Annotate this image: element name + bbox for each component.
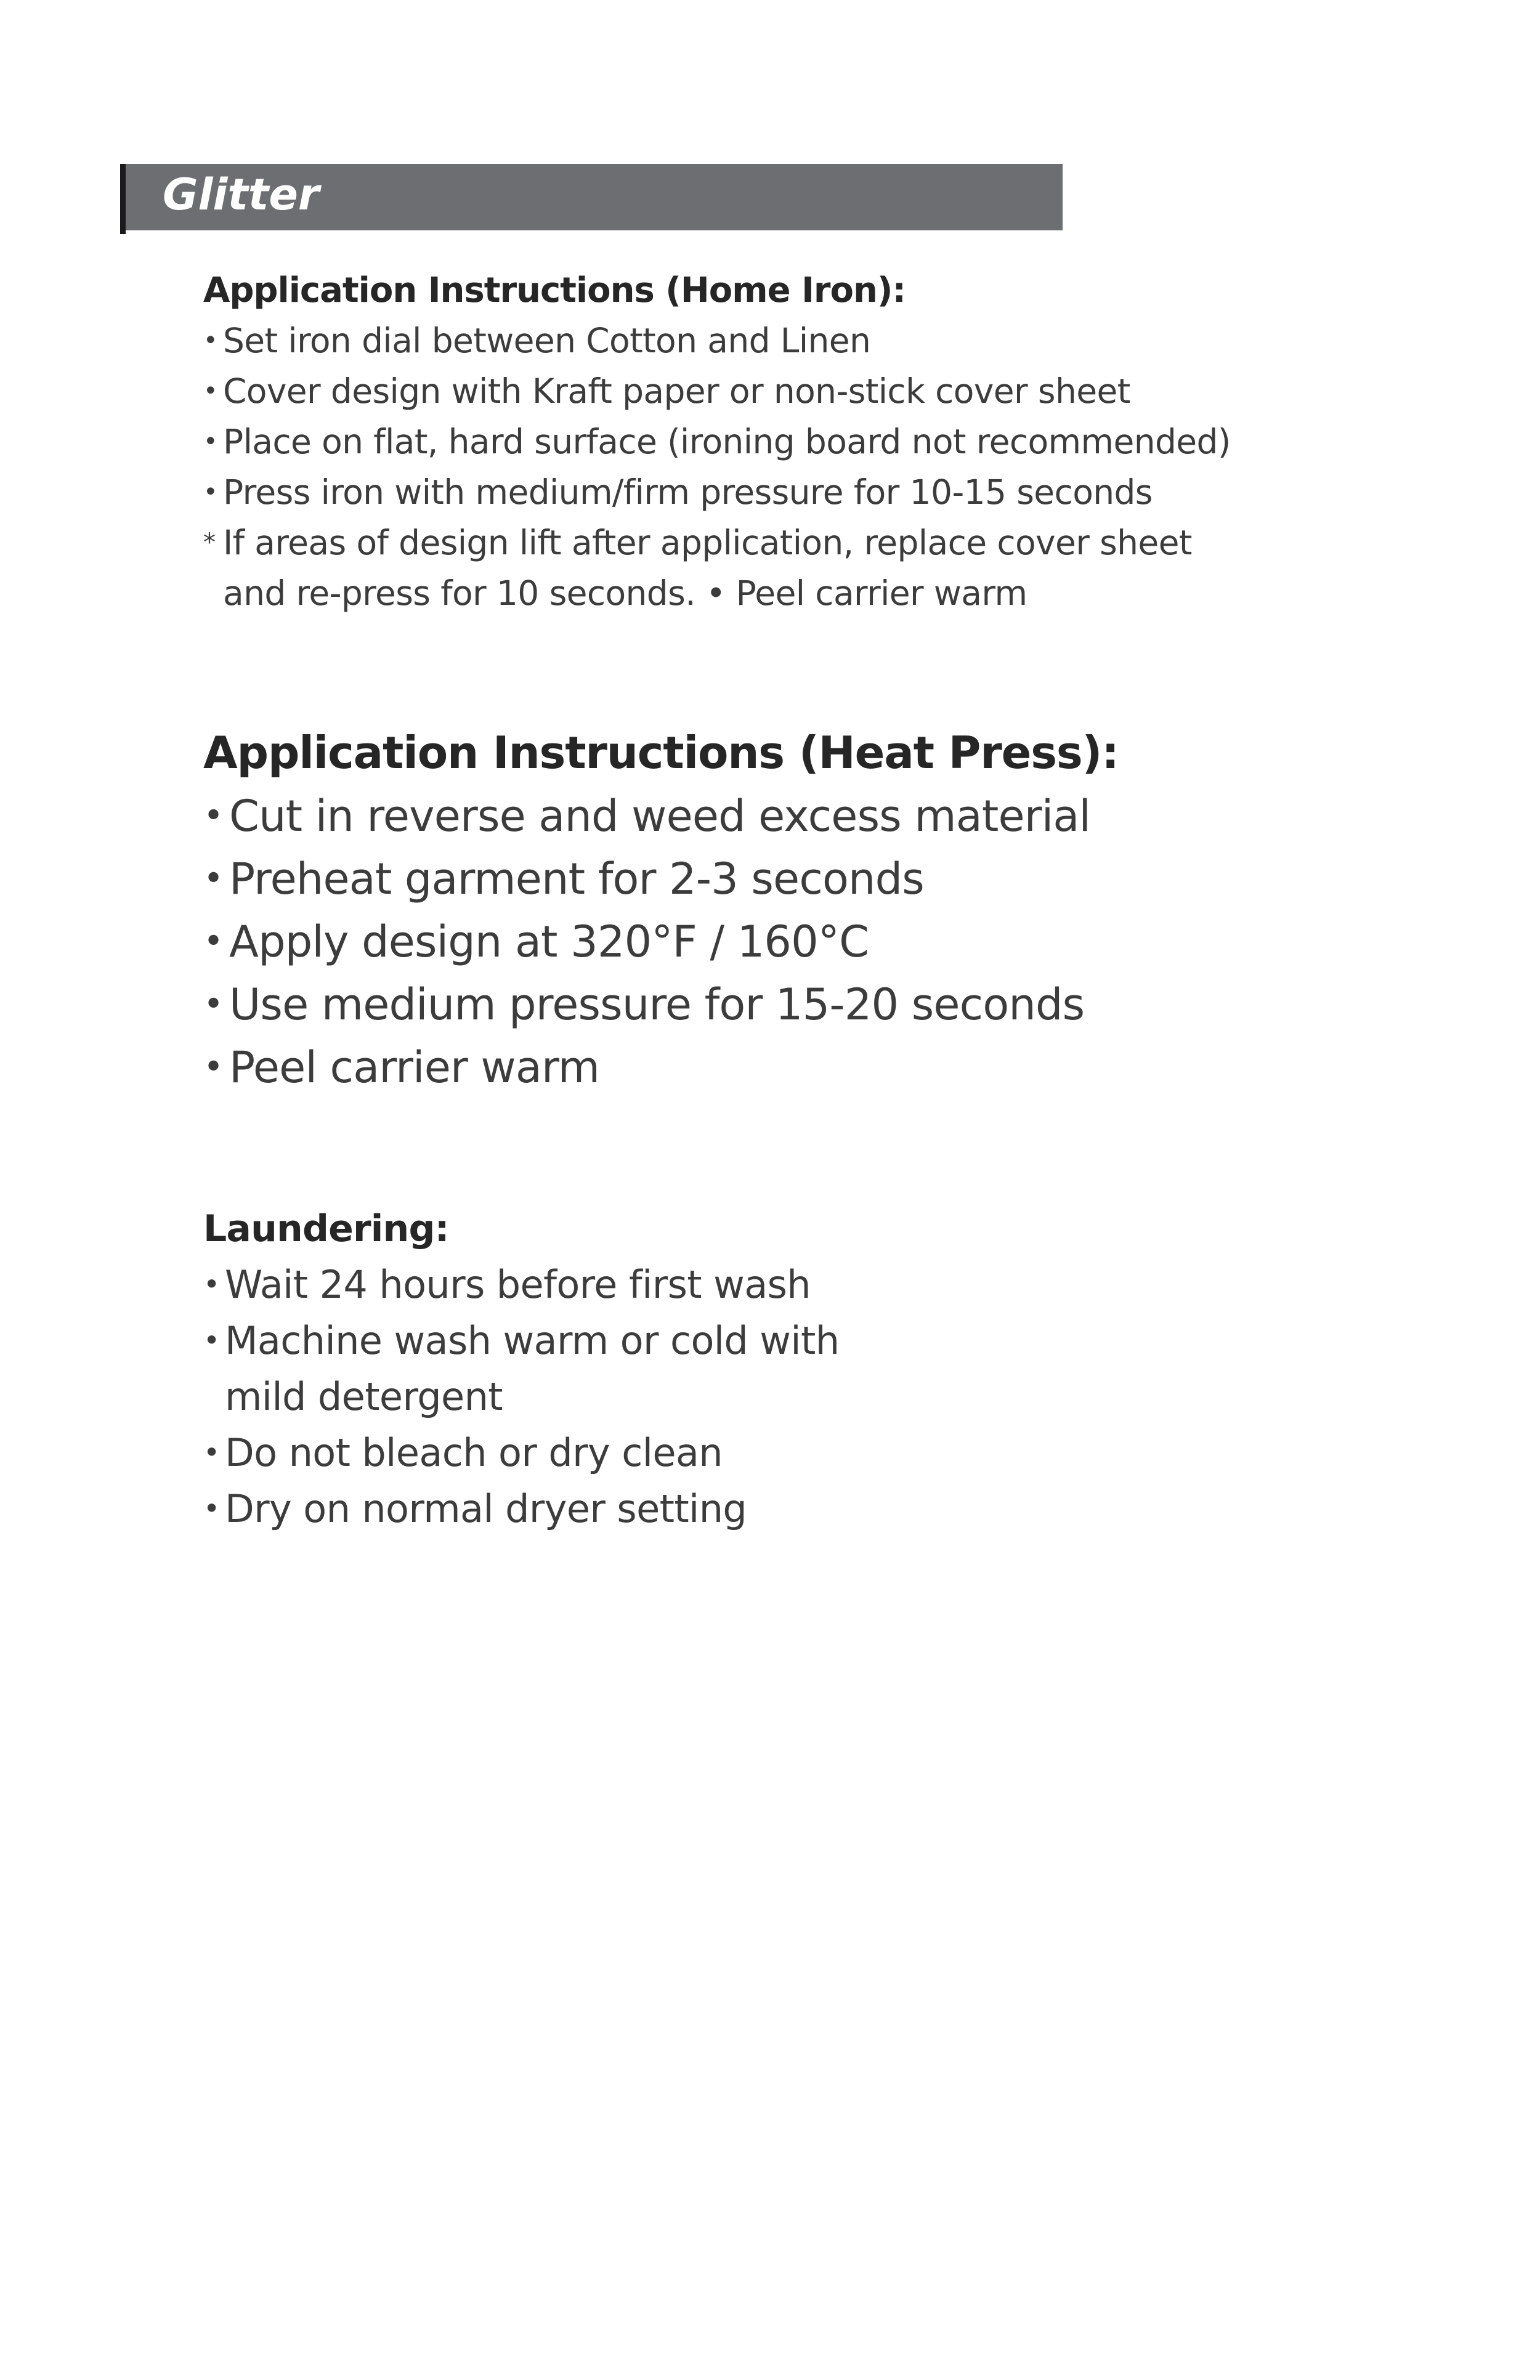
bullet-icon: • xyxy=(203,1436,220,1469)
list-item xyxy=(203,366,1231,416)
list-item xyxy=(203,568,1231,618)
list-item xyxy=(203,416,1231,467)
heat-press-section xyxy=(203,721,1119,1099)
list-item xyxy=(203,785,1119,848)
list-item-text: Place on flat, hard surface (ironing board not recommended) xyxy=(223,422,1231,461)
list-item xyxy=(203,848,1119,910)
bullet-icon: • xyxy=(203,427,217,456)
list-item-text: Wait 24 hours before first wash xyxy=(225,1262,811,1307)
list-item xyxy=(203,1257,839,1313)
list-item xyxy=(203,910,1119,973)
list-item-text: Peel carrier warm xyxy=(229,1042,600,1093)
heat-press-list xyxy=(203,785,1119,1099)
list-item-text: Press iron with medium/firm pressure for 10-15 seconds xyxy=(223,472,1153,512)
list-item-text: Use medium pressure for 15-20 seconds xyxy=(229,979,1085,1030)
list-item-text: and re-press for 10 seconds. • Peel carrier warm xyxy=(223,573,1027,613)
laundering-section xyxy=(203,1201,839,1537)
header-accent-edge xyxy=(120,164,126,234)
laundering-heading: Laundering: xyxy=(203,1207,449,1250)
list-item-text: Dry on normal dryer setting xyxy=(225,1486,747,1531)
heat-press-heading: Application Instructions (Heat Press): xyxy=(203,727,1119,779)
list-item-text: Apply design at 320°F / 160°C xyxy=(229,917,869,967)
bullet-icon: • xyxy=(203,1492,220,1525)
bullet-icon: • xyxy=(203,1268,220,1301)
bullet-icon: • xyxy=(203,859,224,899)
bullet-icon: • xyxy=(203,326,217,355)
list-item xyxy=(203,1425,839,1481)
list-item xyxy=(203,467,1231,517)
home-iron-section xyxy=(203,266,1231,618)
bullet-icon: • xyxy=(203,984,224,1024)
list-item xyxy=(203,517,1231,568)
laundering-list xyxy=(203,1257,839,1537)
list-item-text: Set iron dial between Cotton and Linen xyxy=(223,321,871,360)
list-item-text: Preheat garment for 2-3 seconds xyxy=(229,854,924,904)
list-item xyxy=(203,1481,839,1537)
bullet-icon: • xyxy=(203,1047,224,1087)
home-iron-heading: Application Instructions (Home Iron): xyxy=(203,270,906,310)
list-item-text: mild detergent xyxy=(225,1374,503,1419)
home-iron-list xyxy=(203,315,1231,618)
list-item xyxy=(203,1036,1119,1099)
bullet-icon: • xyxy=(203,478,217,506)
list-item xyxy=(203,1313,839,1369)
page-title: Glitter xyxy=(163,169,320,220)
bullet-icon: • xyxy=(203,377,217,405)
list-item xyxy=(203,973,1119,1036)
list-item-text: Do not bleach or dry clean xyxy=(225,1430,723,1475)
bullet-icon: • xyxy=(203,796,224,836)
bullet-icon: • xyxy=(203,1324,220,1357)
asterisk-icon: * xyxy=(203,528,216,557)
list-item-text: Cut in reverse and weed excess material xyxy=(229,791,1091,841)
list-item-text: If areas of design lift after application, replace cover sheet xyxy=(223,523,1192,562)
list-item-text: Cover design with Kraft paper or non-stick cover sheet xyxy=(223,371,1130,411)
list-item xyxy=(203,315,1231,366)
list-item xyxy=(203,1369,839,1425)
list-item-text: Machine wash warm or cold with xyxy=(225,1318,840,1363)
bullet-icon: • xyxy=(203,921,224,961)
